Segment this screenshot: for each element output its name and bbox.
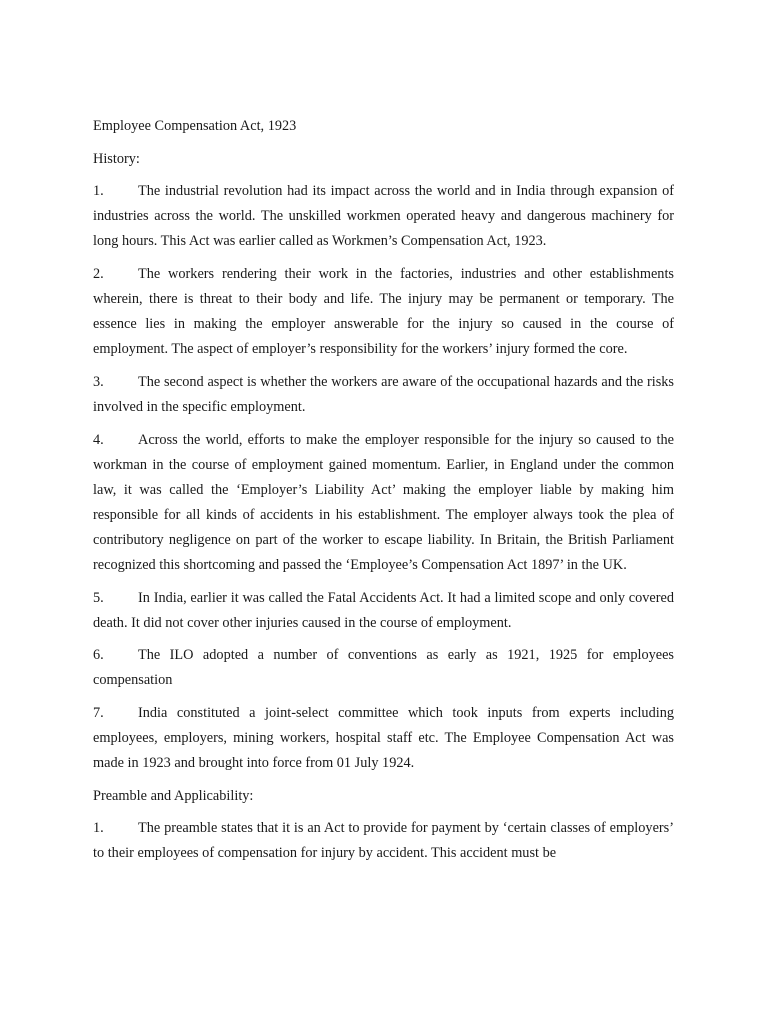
- history-item-7: [93, 701, 674, 776]
- item-number: 4.: [93, 431, 104, 448]
- document-page: [93, 114, 674, 874]
- item-text: The ILO adopted a number of conventions as early as 1921, 1925 for employees compensation: [93, 647, 674, 689]
- item-number: 5.: [93, 589, 104, 606]
- document-title: Employee Compensation Act, 1923: [93, 118, 297, 134]
- item-text: In India, earlier it was called the Fatal Accidents Act. It had a limited scope and only covered death. It did not cover other injuries caused in the course of employment.: [93, 589, 674, 631]
- history-list: [93, 179, 674, 776]
- preamble-item-1: [93, 816, 674, 866]
- history-item-4: [93, 428, 674, 579]
- history-item-2: [93, 262, 674, 362]
- item-number: 1.: [93, 820, 104, 837]
- item-number: 2.: [93, 265, 104, 282]
- item-text: India constituted a joint-select committee which took inputs from experts including employees, employers, mining workers, hospital staff etc. The Employee Compensation Act was made in 1923 and brought into force from 01 July 1924.: [93, 704, 674, 772]
- history-item-5: [93, 586, 674, 636]
- item-text: The industrial revolution had its impact across the world and in India through expansion of industries across the world. The unskilled workmen operated heavy and dangerous machinery for long hours. This Act was earlier called as Workmen’s Compensation Act, 1923.: [93, 183, 674, 250]
- item-text: The workers rendering their work in the factories, industries and other establishments wherein, there is threat to their body and life. The injury may be permanent or temporary. The essence lies in making the employer answerable for the injury so caused in the course of employment. The aspect of employer’s responsibility for the workers’ injury formed the core.: [93, 265, 674, 358]
- item-number: 1.: [93, 183, 104, 200]
- item-number: 6.: [93, 647, 104, 664]
- item-text: The preamble states that it is an Act to provide for payment by ‘certain classes of employers’ to their employees of compensation for injury by accident. This accident must be: [93, 820, 674, 862]
- history-heading: History:: [93, 150, 140, 167]
- history-item-6: [93, 643, 674, 693]
- history-item-1: [93, 179, 674, 254]
- item-text: Across the world, efforts to make the employer responsible for the injury so caused to the workman in the course of employment gained momentum. Earlier, in England under the common law, it was called the ‘Employer’s Liability Act’ making the employer liable by making him responsible for all kinds of accidents in his establishment. The employer always took the plea of contributory negligence on part of the worker to escape liability. In Britain, the British Parliament recognized this shortcoming and passed the ‘Employee’s Compensation Act 1897’ in the UK.: [93, 431, 674, 573]
- item-text: The second aspect is whether the workers are aware of the occupational hazards and the risks involved in the specific employment.: [93, 373, 674, 415]
- item-number: 7.: [93, 704, 104, 721]
- history-item-3: [93, 370, 674, 420]
- preamble-list: [93, 816, 674, 866]
- preamble-heading: Preamble and Applicability:: [93, 787, 254, 804]
- item-number: 3.: [93, 373, 104, 390]
